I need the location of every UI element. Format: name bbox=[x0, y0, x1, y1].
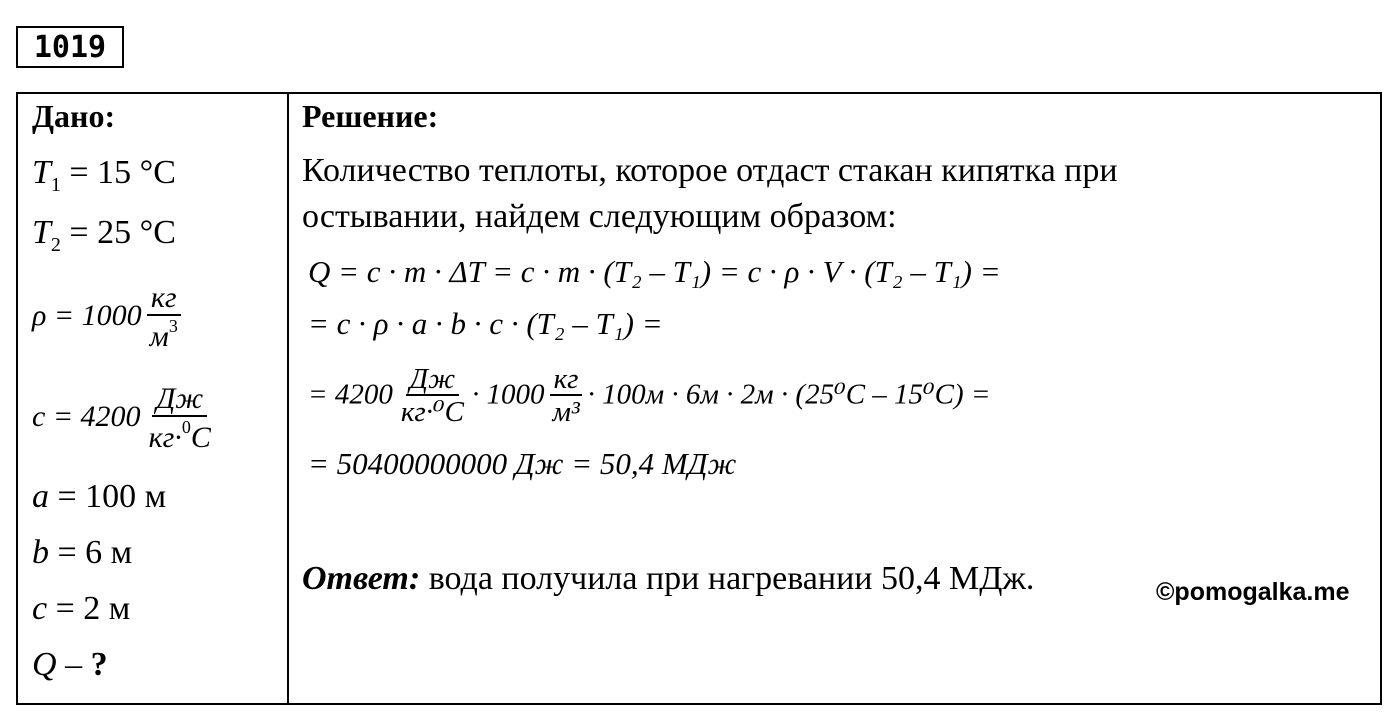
given-b: b = 6 м bbox=[32, 534, 133, 571]
given-c-length: c = 2 м bbox=[32, 590, 131, 627]
rho-fraction: $\frac{кг}{м^3}$ bbox=[146, 282, 182, 354]
given-a: a = 100 м bbox=[32, 478, 167, 515]
equation-3: = 4200 $\frac{Дж}{\text{кг·⁰C}}$ · 1000 $\frac{кг}{\text{м³}}$ · 100м · 6м · 2м · (25⁰C – 15⁰C) = bbox=[308, 363, 991, 429]
answer-text: вода получила при нагревании 50,4 МДж. bbox=[420, 560, 1035, 597]
given-t1: $T_1 = 15$ °C bbox=[32, 154, 176, 196]
given-title: Дано: bbox=[32, 98, 116, 134]
solution-text-line1: Количество теплоты, которое отдаст стакан кипятка при bbox=[302, 152, 1118, 189]
equation-1: Q = c · m · ΔT = c · m · (T₂ – T₁) = c · ρ · V · (T₂ – T₁) = bbox=[308, 254, 1001, 289]
solution-text-line2: остывании, найдем следующим образом: bbox=[302, 198, 897, 235]
answer-label: Ответ: bbox=[302, 560, 421, 597]
column-divider bbox=[287, 92, 289, 705]
equation-2: = c · ρ · a · b · c · (T₂ – T₁) = bbox=[308, 306, 663, 341]
given-rho: ρ = 1000 $\frac{кг}{м^3}$ bbox=[32, 282, 186, 354]
given-t2: $T_2 = 25$ °C bbox=[32, 214, 176, 256]
equation-4: = 50400000000 Дж = 50,4 МДж bbox=[308, 446, 737, 481]
solution-title: Решение: bbox=[302, 98, 439, 134]
given-c: c = 4200 $\frac{Дж}{кг\cdot^0C}$ bbox=[32, 383, 219, 455]
watermark: ©pomogalka.me bbox=[1156, 578, 1350, 606]
eq3-fraction-1: $\frac{Дж}{\text{кг·⁰C}}$ bbox=[400, 363, 464, 429]
eq3-fraction-2: $\frac{кг}{\text{м³}}$ bbox=[548, 364, 583, 430]
problem-number: 1019 bbox=[16, 26, 124, 68]
given-q: Q – ? bbox=[32, 646, 108, 683]
c-fraction: $\frac{Дж}{кг\cdot^0C}$ bbox=[148, 382, 211, 454]
answer bbox=[302, 560, 1034, 598]
